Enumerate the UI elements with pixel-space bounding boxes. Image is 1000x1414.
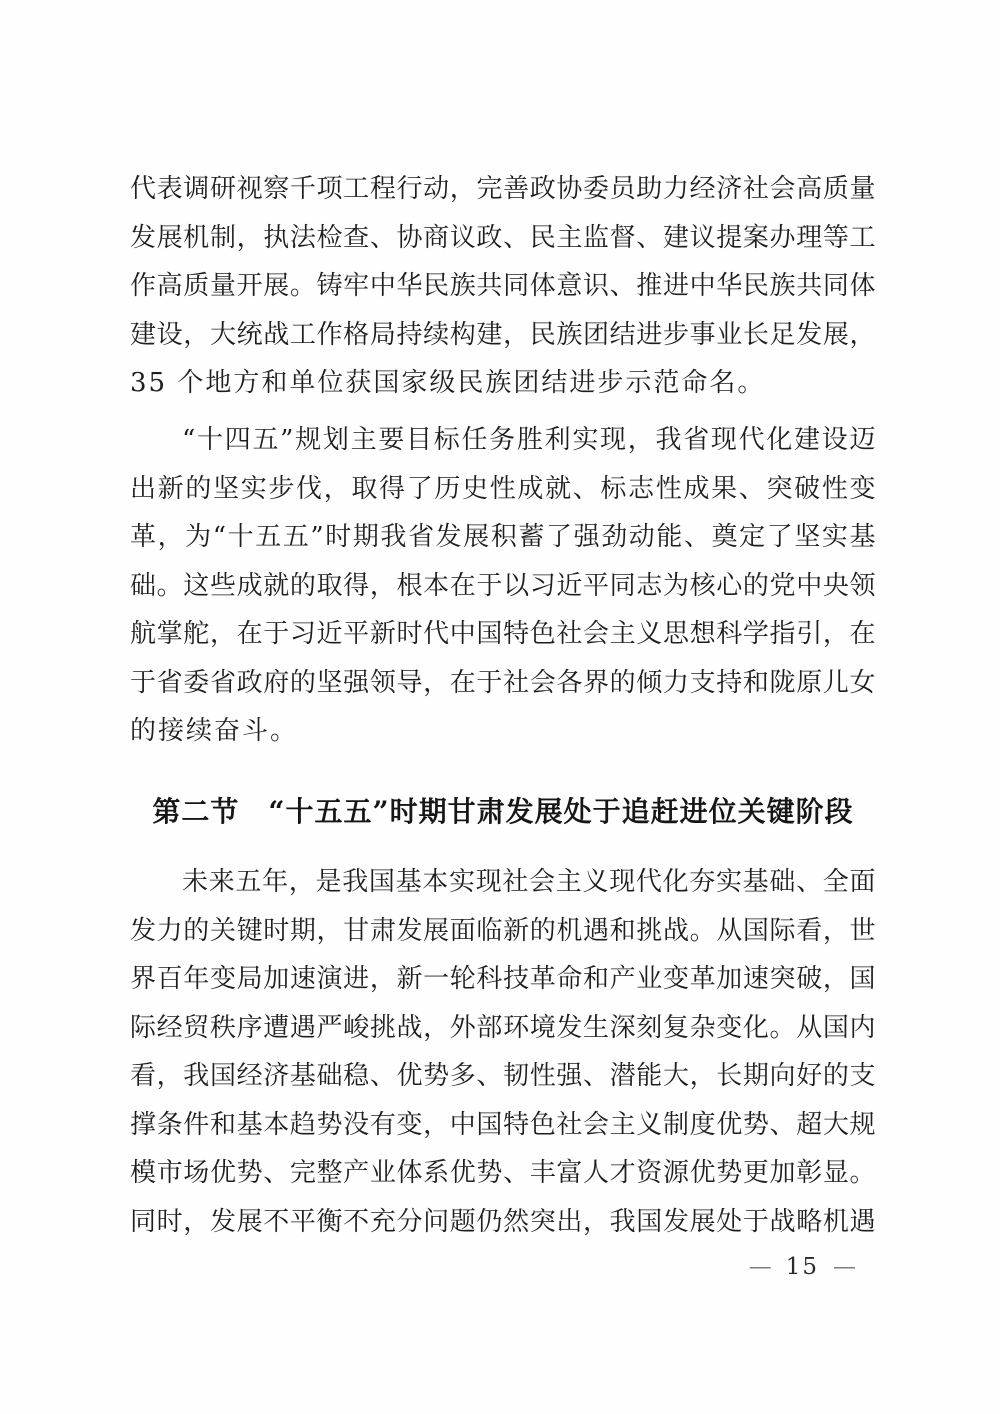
- text-line: 发展机制，执法检查、协商议政、民主监督、建议提案办理等工: [130, 222, 876, 253]
- text-line: 革，为“十五五”时期我省发展积蓄了强劲动能、奠定了坚实基: [130, 522, 876, 552]
- text-line: 界百年变局加速演进，新一轮科技革命和产业变革加速突破，国: [130, 964, 876, 994]
- paragraph-continuation: [130, 165, 876, 408]
- text-line: 看，我国经济基础稳、优势多、韧性强、潜能大，长期向好的支: [130, 1061, 876, 1091]
- text-line: 作高质量开展。铸牢中华民族共同体意识、推进中华民族共同体: [130, 271, 876, 301]
- text-line: 35 个地方和单位获国家级民族团结进步示范命名。: [130, 368, 766, 398]
- text-line: 建设，大统战工作格局持续构建，民族团结进步事业长足发展，: [130, 319, 876, 350]
- text-line: 际经贸秩序遭遇严峻挑战，外部环境发生深刻复杂变化。从国内: [130, 1012, 876, 1043]
- text-line: 模市场优势、完整产业体系优势、丰富人才资源优势更加彰显。: [130, 1158, 876, 1188]
- text-line: 撑条件和基本趋势没有变，中国特色社会主义制度优势、超大规: [130, 1109, 876, 1140]
- text-line: 发力的关键时期，甘肃发展面临新的机遇和挑战。从国际看，世: [130, 915, 876, 946]
- page-number: 15: [785, 1254, 819, 1280]
- text-line: “十四五”规划主要目标任务胜利实现，我省现代化建设迈: [182, 425, 876, 455]
- paragraph-next-five-years: [130, 858, 876, 1246]
- text-line: 航掌舵，在于习近平新时代中国特色社会主义思想科学指引，在: [130, 619, 876, 649]
- section-heading: 第二节 “十五五”时期甘肃发展处于追赶进位关键阶段: [152, 795, 854, 828]
- text-line: 于省委省政府的坚强领导，在于社会各界的倾力支持和陇原儿女: [130, 667, 876, 698]
- text-line: 出新的坚实步伐，取得了历史性成就、标志性成果、突破性变: [130, 473, 876, 504]
- text-line: 同时，发展不平衡不充分问题仍然突出，我国发展处于战略机遇: [130, 1206, 876, 1237]
- text-line: 的接续奋斗。: [130, 716, 299, 746]
- text-line: 础。这些成就的取得，根本在于以习近平同志为核心的党中央领: [130, 570, 876, 601]
- footer-left-dash: —: [748, 1254, 772, 1280]
- text-line: 未来五年，是我国基本实现社会主义现代化夯实基础、全面: [182, 867, 876, 897]
- page-number-footer: [749, 1252, 856, 1282]
- paragraph-14th-plan-achievements: [130, 416, 876, 756]
- text-line: 代表调研视察千项工程行动，完善政协委员助力经济社会高质量: [130, 174, 876, 204]
- footer-right-dash: —: [833, 1254, 856, 1280]
